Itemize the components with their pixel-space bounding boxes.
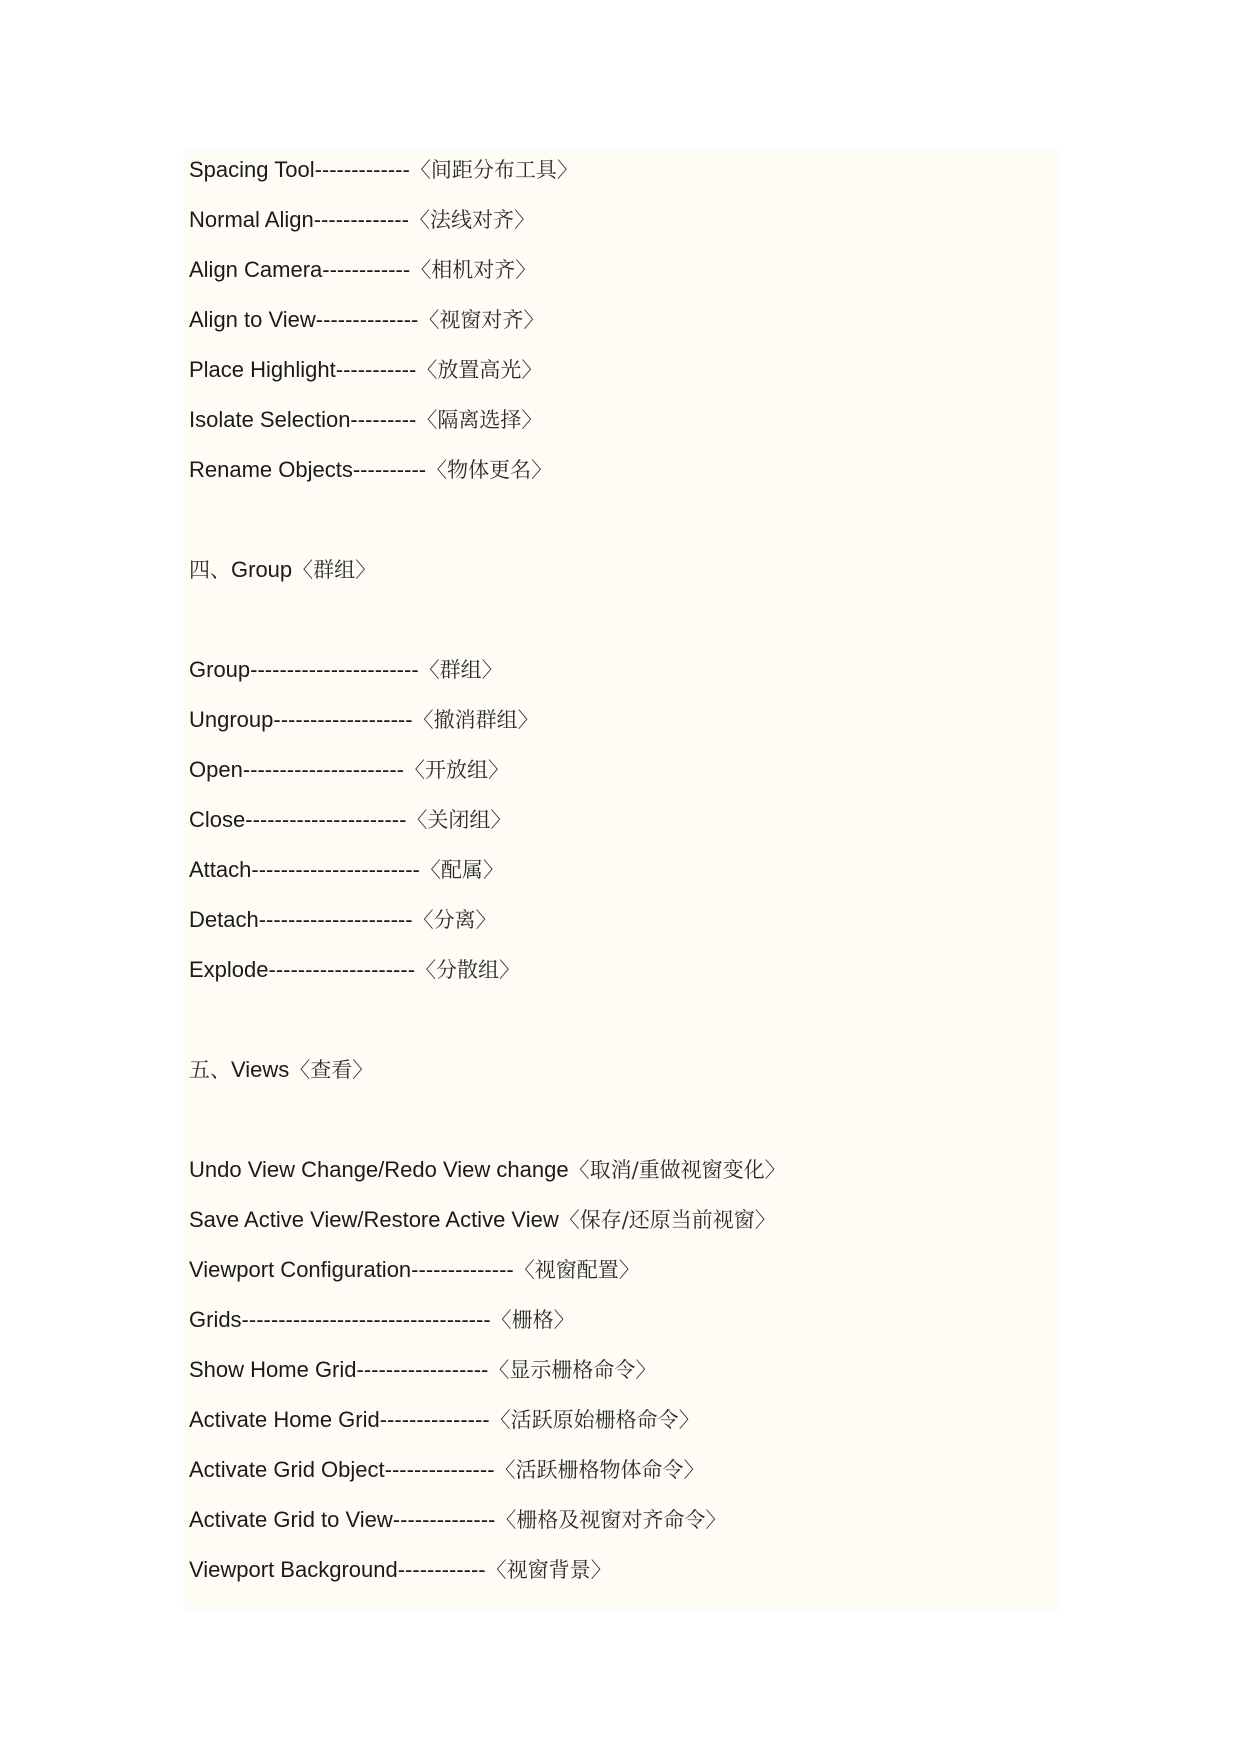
command-name: Explode-------------------- — [189, 957, 416, 982]
list-item — [189, 1154, 786, 1186]
command-translation: 〈视窗对齐〉 — [418, 308, 545, 332]
list-item — [189, 904, 497, 936]
command-name: Grids---------------------------------- — [189, 1307, 491, 1332]
command-name: Detach--------------------- — [189, 907, 413, 932]
command-translation: 〈视窗配置〉 — [513, 1258, 640, 1282]
list-item — [189, 154, 578, 186]
command-name: Group----------------------- — [189, 657, 419, 682]
list-item — [189, 654, 503, 686]
list-item — [189, 1354, 656, 1386]
section-title: Views — [231, 1057, 290, 1082]
command-name: Ungroup------------------- — [189, 707, 413, 732]
list-item — [189, 1504, 726, 1536]
command-name: Rename Objects---------- — [189, 457, 427, 482]
section-heading-views — [189, 1054, 373, 1086]
command-name: Open---------------------- — [189, 757, 404, 782]
command-translation: 〈关闭组〉 — [406, 808, 512, 832]
command-name: Save Active View/Restore Active View — [189, 1207, 559, 1232]
section-number: 五、 — [189, 1058, 231, 1082]
command-name: Attach----------------------- — [189, 857, 420, 882]
command-name: Activate Grid to View-------------- — [189, 1507, 496, 1532]
list-item — [189, 454, 552, 486]
command-translation: 〈活跃栅格物体命令〉 — [494, 1458, 705, 1482]
command-translation: 〈活跃原始栅格命令〉 — [489, 1408, 700, 1432]
command-name: Isolate Selection--------- — [189, 407, 417, 432]
command-translation: 〈取消/重做视窗变化〉 — [568, 1158, 786, 1182]
command-translation: 〈间距分布工具〉 — [409, 158, 578, 182]
list-item — [189, 1404, 700, 1436]
list-item — [189, 1304, 575, 1336]
list-item — [189, 204, 535, 236]
command-name: Activate Grid Object--------------- — [189, 1457, 495, 1482]
section-title-translation: 〈查看〉 — [289, 1058, 374, 1082]
section-heading-group — [189, 554, 376, 586]
command-translation: 〈分离〉 — [412, 908, 497, 932]
list-item — [189, 354, 542, 386]
list-item — [189, 304, 544, 336]
command-name: Close---------------------- — [189, 807, 407, 832]
command-name: Align to View-------------- — [189, 307, 419, 332]
section-number: 四、 — [189, 558, 231, 582]
command-translation: 〈开放组〉 — [404, 758, 509, 782]
command-translation: 〈栅格及视窗对齐命令〉 — [495, 1508, 727, 1532]
command-translation: 〈视窗背景〉 — [485, 1558, 612, 1582]
command-translation: 〈保存/还原当前视窗〉 — [558, 1208, 776, 1232]
command-name: Viewport Background------------ — [189, 1557, 486, 1582]
list-item — [189, 954, 520, 986]
command-translation: 〈分散组〉 — [415, 958, 521, 982]
command-translation: 〈物体更名〉 — [426, 458, 553, 482]
command-translation: 〈配属〉 — [419, 858, 504, 882]
list-item — [189, 704, 539, 736]
command-name: Undo View Change/Redo View change — [189, 1157, 569, 1182]
command-translation: 〈隔离选择〉 — [416, 408, 543, 432]
command-name: Normal Align------------- — [189, 207, 409, 232]
command-name: Place Highlight----------- — [189, 357, 417, 382]
list-item — [189, 1454, 705, 1486]
list-item — [189, 404, 542, 436]
list-item — [189, 1554, 612, 1586]
command-name: Show Home Grid------------------ — [189, 1357, 489, 1382]
list-item — [189, 854, 504, 886]
section-title: Group — [231, 557, 293, 582]
command-translation: 〈法线对齐〉 — [408, 208, 535, 232]
command-translation: 〈栅格〉 — [490, 1308, 575, 1332]
command-name: Align Camera------------ — [189, 257, 411, 282]
command-translation: 〈撤消群组〉 — [412, 708, 539, 732]
list-item — [189, 1204, 776, 1236]
command-translation: 〈群组〉 — [418, 658, 503, 682]
list-item — [189, 1254, 640, 1286]
list-item — [189, 804, 511, 836]
command-name: Viewport Configuration-------------- — [189, 1257, 514, 1282]
command-name: Activate Home Grid--------------- — [189, 1407, 490, 1432]
command-translation: 〈显示栅格命令〉 — [488, 1358, 657, 1382]
list-item — [189, 254, 536, 286]
command-translation: 〈相机对齐〉 — [410, 258, 537, 282]
command-translation: 〈放置高光〉 — [416, 358, 543, 382]
section-title-translation: 〈群组〉 — [292, 558, 377, 582]
list-item — [189, 754, 509, 786]
command-name: Spacing Tool------------- — [189, 157, 410, 182]
